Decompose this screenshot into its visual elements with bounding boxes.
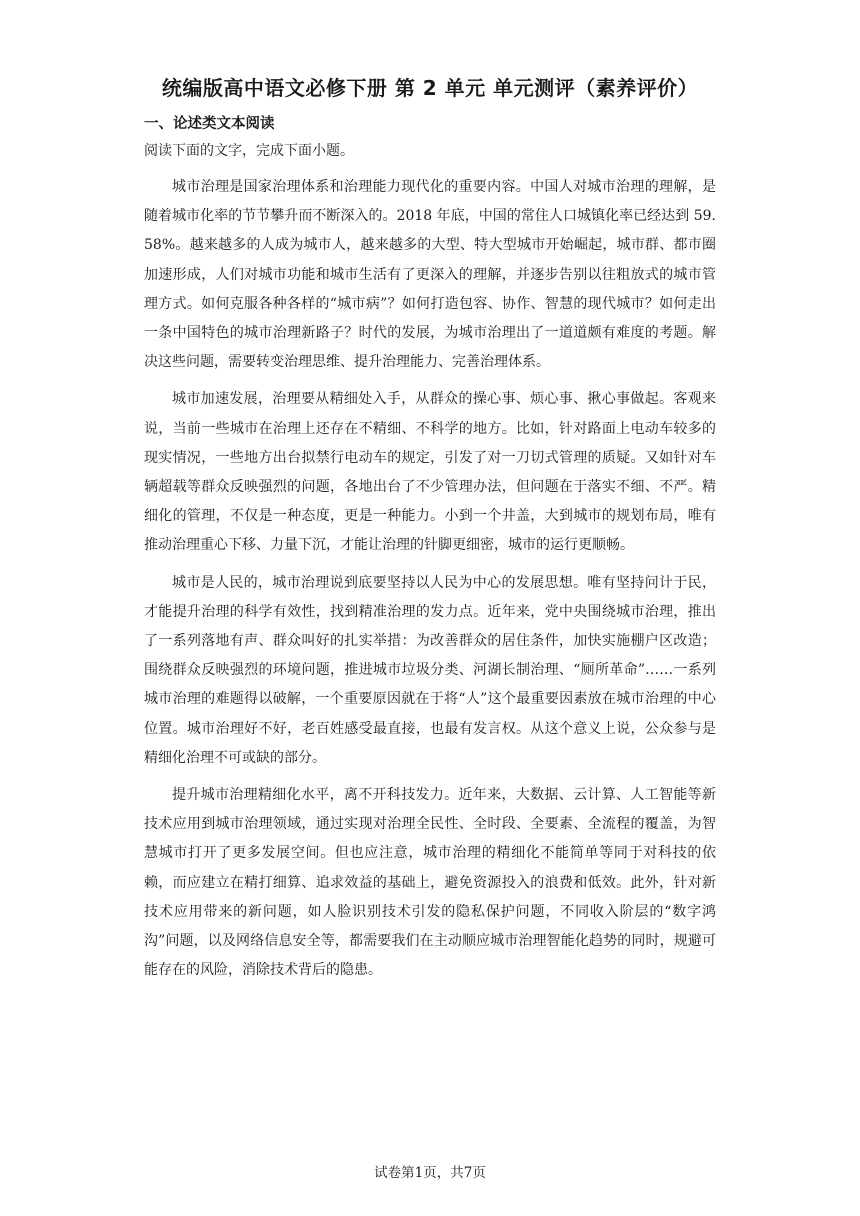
paragraph-2: 城市加速发展，治理要从精细处入手，从群众的操心事、烦心事、揪心事做起。客观来说，当前一些城市在治理上还存在不精细、不科学的地方。比如，针对路面上电动车较多的现实情况，一些地方出台拟禁行电动车的规定，引发了对一刀切式管理的质疑。又如针对车辆超载等群众反映强烈的问题，各地出台了不少管理办法，但问题在于落实不细、不严。精细化的管理，不仅是一种态度，更是一种能力。小到一个井盖，大到城市的规划布局，唯有推动治理重心下移、力量下沉，才能让治理的针脚更细密，城市的运行更顺畅。	[144, 391, 716, 554]
document-title: 统编版高中语文必修下册 第 2 单元 单元测评（素养评价）	[161, 76, 699, 100]
paragraph-3: 城市是人民的，城市治理说到底要坚持以人民为中心的发展思想。唯有坚持问计于民，才能提升治理的科学有效性，找到精准治理的发力点。近年来，党中央围绕城市治理，推出了一系列落地有声、群众叫好的扎实举措：为改善群众的居住条件，加快实施棚户区改造；围绕群众反映强烈的环境问题，推进城市垃圾分类、河湖长制治理、“厕所革命”……一系列城市治理的难题得以破解，一个重要原因就在于将“人”这个最重要因素放在城市治理的中心位置。城市治理好不好，老百姓感受最直接，也最有发言权。从这个意义上说，公众参与是精细化治理不可或缺的部分。	[144, 574, 716, 766]
page-footer: 试卷第1页，共7页	[374, 1165, 486, 1181]
reading-instruction: 阅读下面的文字，完成下面小题。	[144, 143, 354, 159]
section-heading: 一、论述类文本阅读	[144, 116, 275, 132]
paragraph-1: 城市治理是国家治理体系和治理能力现代化的重要内容。中国人对城市治理的理解，是随着城市化率的节节攀升而不断深入的。2018 年底，中国的常住人口城镇化率已经达到 59.58%。越来越多的人成为城市人，越来越多的大型、特大型城市开始崛起，城市群、都市圈加速形成，人们对城市功能和城市生活有了更深入的理解，并逐步告别以往粗放式的城市管理方式。如何克服各种各样的“城市病”？如何打造包容、协作、智慧的现代城市？如何走出一条中国特色的城市治理新路子？时代的发展，为城市治理出了一道道颇有难度的考题。解决这些问题，需要转变治理思维、提升治理能力、完善治理体系。	[144, 179, 716, 371]
passage-body	[144, 173, 716, 993]
paragraph-4: 提升城市治理精细化水平，离不开科技发力。近年来，大数据、云计算、人工智能等新技术应用到城市治理领域，通过实现对治理全民性、全时段、全要素、全流程的覆盖，为智慧城市打开了更多发展空间。但也应注意，城市治理的精细化不能简单等同于对科技的依赖，而应建立在精打细算、追求效益的基础上，避免资源投入的浪费和低效。此外，针对新技术应用带来的新问题，如人脸识别技术引发的隐私保护问题，不同收入阶层的“数字鸿沟”问题，以及网络信息安全等，都需要我们在主动顺应城市治理智能化趋势的同时，规避可能存在的风险，消除技术背后的隐患。	[144, 787, 716, 979]
